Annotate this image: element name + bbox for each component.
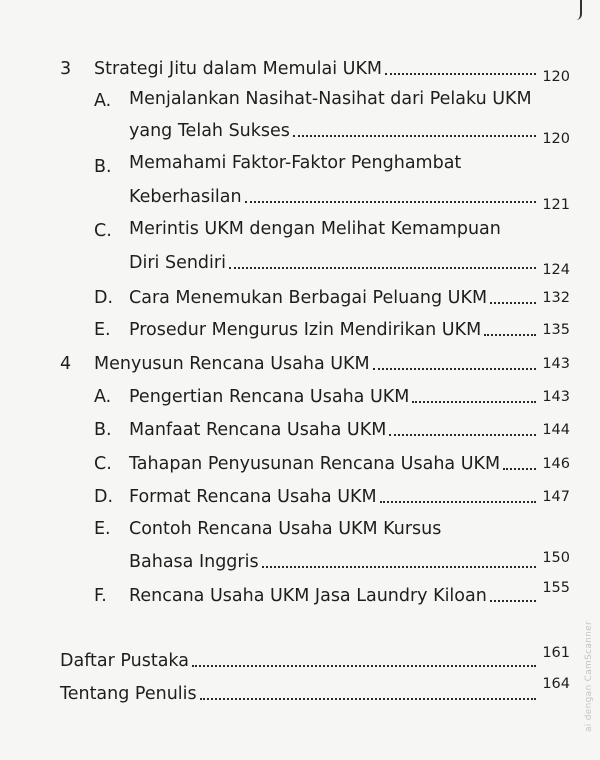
- toc-page-number: 121: [542, 197, 570, 213]
- toc-item-4f: [94, 580, 570, 607]
- toc-item-title: Cara Menemukan Berbagai Peluang UKM: [129, 288, 488, 308]
- toc-item-4c: [94, 453, 570, 475]
- toc-item-3e: [94, 319, 570, 341]
- toc-page-number: 135: [542, 322, 570, 338]
- toc-item-title: Bahasa Inggris: [129, 552, 259, 572]
- toc-leader-dots: [385, 73, 536, 75]
- page-edge-mark: [574, 0, 582, 20]
- toc-item-title: Diri Sendiri: [129, 253, 226, 273]
- toc-leader-dots: [389, 434, 536, 436]
- toc-page-number: 155: [542, 580, 570, 596]
- toc-item-3d: [94, 287, 570, 309]
- toc-chapter-title: Menyusun Rencana Usaha UKM: [94, 354, 370, 374]
- toc-page-number: 124: [542, 262, 570, 278]
- toc-item-title: yang Telah Sukses: [129, 121, 290, 141]
- toc-page-number: 143: [542, 389, 570, 405]
- toc-item-title: Manfaat Rencana Usaha UKM: [129, 420, 387, 440]
- toc-leader-dots: [373, 368, 537, 370]
- toc-page-number: 120: [542, 131, 570, 147]
- toc-item-title: Prosedur Mengurus Izin Mendirikan UKM: [129, 320, 482, 340]
- toc-page-number: 164: [542, 676, 570, 692]
- toc-page-number: 144: [542, 422, 570, 438]
- toc-chapter-4: [60, 353, 570, 375]
- toc-tentang-penulis: [60, 676, 570, 705]
- toc-leader-dots: [200, 698, 537, 700]
- toc-leader-dots: [262, 566, 537, 568]
- toc-item-4a: [94, 386, 570, 408]
- toc-item-title-line1: Merintis UKM dengan Melihat Kemampuan: [129, 219, 501, 239]
- toc-page-number: 150: [542, 550, 570, 566]
- toc-item-letter: D.: [94, 487, 114, 507]
- toc-daftar-pustaka: [60, 645, 570, 672]
- toc-leader-dots: [380, 501, 537, 503]
- toc-item-title: Tentang Penulis: [60, 684, 197, 704]
- toc-item-title-line1: Contoh Rencana Usaha UKM Kursus: [129, 519, 442, 539]
- toc-chapter-number: 4: [60, 354, 72, 374]
- toc-chapter-title: Strategi Jitu dalam Memulai UKM: [94, 59, 383, 79]
- toc-item-letter: E.: [94, 519, 111, 539]
- toc-item-4e: [129, 551, 570, 573]
- toc-item-letter: B.: [94, 420, 112, 440]
- toc-leader-dots: [503, 468, 536, 470]
- toc-item-letter: A.: [94, 387, 112, 407]
- toc-item-letter: A.: [94, 91, 112, 111]
- toc-item-4b: [94, 419, 570, 441]
- toc-item-letter: E.: [94, 320, 111, 340]
- toc-chapter-number: 3: [60, 59, 72, 79]
- toc-leader-dots: [490, 600, 536, 602]
- toc-item-letter: D.: [94, 288, 114, 308]
- scanner-watermark: ai dengan CamScanner: [584, 620, 594, 732]
- toc-page-number: 146: [542, 456, 570, 472]
- toc-leader-dots: [490, 302, 536, 304]
- toc-item-letter: B.: [94, 157, 112, 177]
- toc-item-4d: [94, 486, 570, 508]
- toc-item-title: Keberhasilan: [129, 187, 242, 207]
- toc-item-letter: F.: [94, 586, 107, 606]
- toc-leader-dots: [192, 665, 536, 667]
- toc-item-title: Rencana Usaha UKM Jasa Laundry Kiloan: [129, 586, 487, 606]
- toc-leader-dots: [484, 334, 536, 336]
- toc-item-title-line1: Menjalankan Nasihat-Nasihat dari Pelaku UKM: [129, 89, 532, 109]
- toc-item-3c: [129, 252, 570, 278]
- toc-page-number: 120: [542, 69, 570, 85]
- toc-leader-dots: [293, 135, 536, 137]
- toc-page-number: 147: [542, 489, 570, 505]
- toc-leader-dots: [229, 267, 536, 269]
- toc-leader-dots: [412, 401, 536, 403]
- toc-item-title: Format Rencana Usaha UKM: [129, 487, 377, 507]
- toc-item-title: Daftar Pustaka: [60, 651, 189, 671]
- toc-item-letter: C.: [94, 221, 112, 241]
- toc-page-number: 161: [542, 645, 570, 661]
- toc-item-letter: C.: [94, 454, 112, 474]
- toc-item-3b: [129, 186, 570, 213]
- toc-leader-dots: [245, 201, 537, 203]
- toc-chapter-3: [60, 58, 570, 85]
- toc-page-number: 143: [542, 356, 570, 372]
- toc-item-title: Tahapan Penyusunan Rencana Usaha UKM: [129, 454, 501, 474]
- toc-item-title-line1: Memahami Faktor-Faktor Penghambat: [129, 153, 462, 173]
- toc-page-number: 132: [542, 290, 570, 306]
- toc-item-title: Pengertian Rencana Usaha UKM: [129, 387, 410, 407]
- toc-item-3a: [129, 120, 570, 147]
